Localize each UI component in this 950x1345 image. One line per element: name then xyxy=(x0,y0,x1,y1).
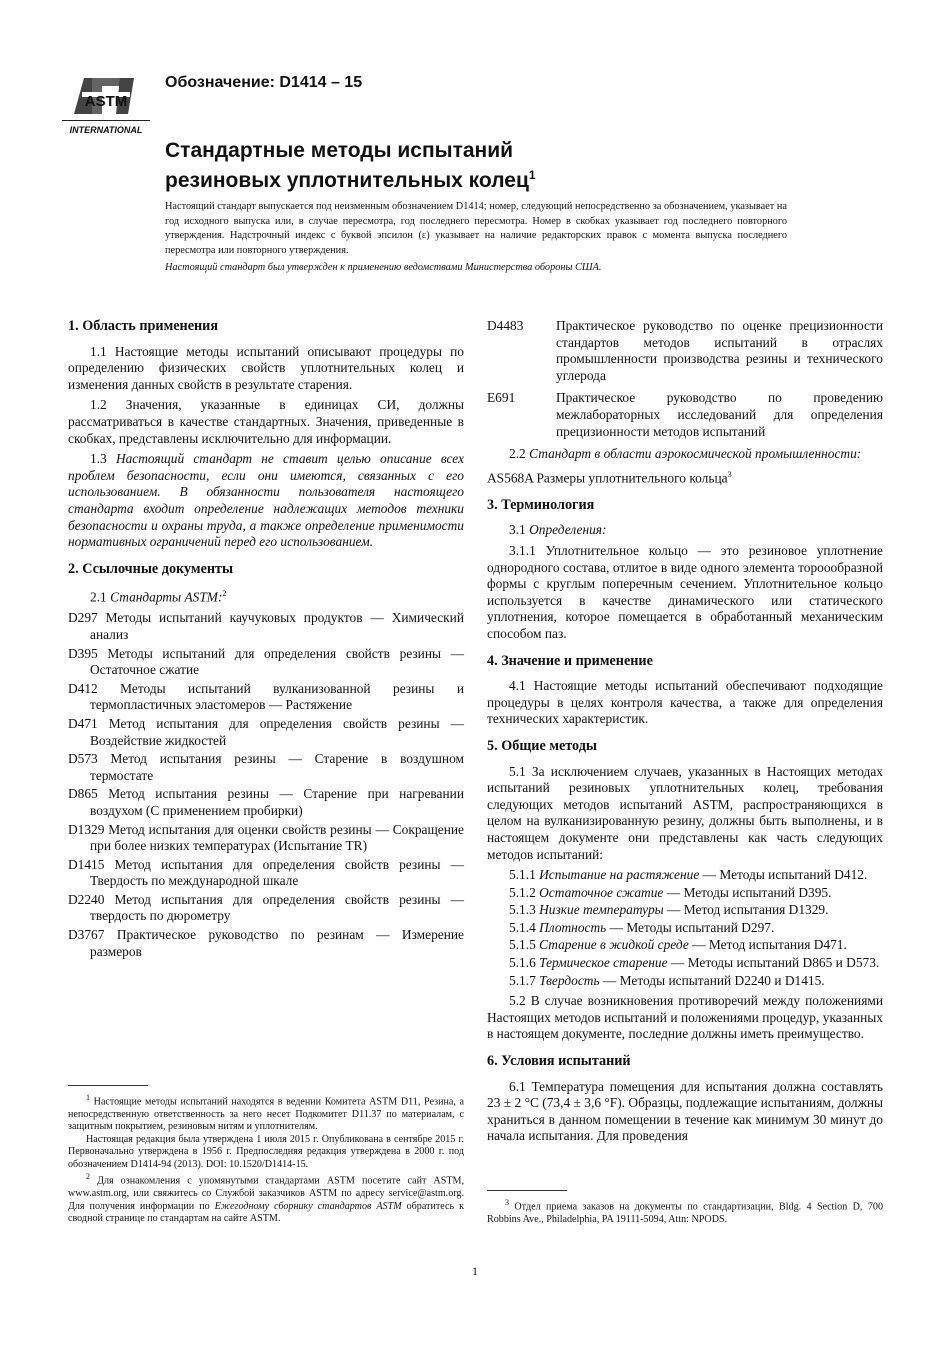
title-line-1: Стандартные методы испытаний xyxy=(165,139,514,162)
reference-item: D395 Методы испытаний для определения свойств резины — Остаточное сжатие xyxy=(68,645,464,678)
para-4-1: 4.1 Настоящие методы испытаний обеспечивают подходящие процедуры в целях контроля качества, а также для определения технических характеристик. xyxy=(487,678,883,727)
document-title xyxy=(165,138,765,193)
reference-item: D3767 Практическое руководство по резинам — Измерение размеров xyxy=(68,927,464,959)
para-1-3: 1.3 Настоящий стандарт не ставит целью описание всех проблем безопасности, если они имеются, связанных с его использованием. В обязанности пользователя настоящего стандарта входит определение надлежащих методов техники безопасности и охраны труда, а также определение применимости нормативных ограничений перед его использованием. xyxy=(68,451,464,550)
designation: Обозначение: D1414 – 15 xyxy=(165,74,363,91)
para-5-1: 5.1 За исключением случаев, указанных в Настоящих методах испытаний резиновых уплотнительных колец, требования следующих методов испытаний ASTM, распространяющихся в целом на вулканизированную резину, должны быть выполнены, и в настоящем документе они представлены как часть следующих методов испытаний: xyxy=(487,763,883,862)
right-column xyxy=(487,318,883,1149)
para-1-1: 1.1 Настоящие методы испытаний описывают процедуры по определению физических свойств уплотнительных колец и изменения данных свойств в результате старения. xyxy=(68,343,464,392)
reference-item: D573 Метод испытания резины — Старение в воздушном термостате xyxy=(68,751,464,783)
para-2-1: 2.1 Стандарты ASTM:$^2$ xyxy=(90,589,227,605)
left-column xyxy=(68,318,464,962)
list-item: 5.1.6 Термическое старение — Методы испытаний D865 и D573. xyxy=(509,955,880,971)
reference-item: D471 Метод испытания для определения свойств резины — Воздействие жидкостей xyxy=(68,715,464,748)
section-2-heading: 2. Ссылочные документы xyxy=(68,560,234,577)
reference-item-e691: E691 Практическое руководство по проведению межлабораторных исследований для определения прецизионности методов испытаний xyxy=(487,390,883,439)
para-3-1-1: 3.1.1 Уплотнительное кольцо — это резиновое уплотнение однородного состава, отлитое в виде одного элемента тороообразной формы с круглым поперечным сечением. Уплотнительное кольцо используется в качестве динамического или статического уплотнения, которое помещается в обработанный механическим способом паз. xyxy=(487,543,883,641)
reference-list xyxy=(68,610,464,960)
section-5-heading: 5. Общие методы xyxy=(487,737,597,754)
list-item: 5.1.4 Плотность — Методы испытаний D297. xyxy=(509,919,775,935)
section-6-heading: 6. Условия испытаний xyxy=(487,1053,631,1070)
logo-subtext: INTERNATIONAL xyxy=(69,125,143,135)
footnote-1-continued: Настоящая редакция была утверждена 1 июля 2015 г. Опубликована в сентябре 2015 г. Первоначально утверждена в 1956 г. Предпоследняя редакция утверждена в 2000 г. под обозначением D1414-94 (2013). DOI: 10.1520/D1414-15. xyxy=(68,1133,464,1170)
reference-item: D2240 Метод испытания для определения свойств резины — твердость по дюрометру xyxy=(68,891,464,924)
para-5-2: 5.2 В случае возникновения противоречий между положениями Настоящих методов испытаний и положениями процедур, указанных в настоящем документе, последние должны иметь преимущество. xyxy=(487,993,883,1042)
approval-notice: Настоящий стандарт был утвержден к применению ведомствами Министерства обороны США. xyxy=(165,262,602,273)
reference-item: D1329 Метод испытания для оценки свойств резины — Сокращение при более низких температурах (Испытание TR) xyxy=(68,821,464,854)
section-3-heading: 3. Терминология xyxy=(487,496,595,513)
logo-text: ASTM xyxy=(84,93,128,110)
reference-as568a: AS568A Размеры уплотнительного кольца$^3$ xyxy=(487,469,732,486)
title-line-2: резиновых уплотнительных колец xyxy=(165,169,529,192)
list-item: 5.1.1 Испытание на растяжение — Методы испытаний D412. xyxy=(509,867,868,883)
page-number: 1 xyxy=(472,1264,478,1278)
list-item: 5.1.2 Остаточное сжатие — Методы испытаний D395. xyxy=(509,884,832,900)
footnote-rule xyxy=(487,1190,567,1191)
reference-item-d4483: D4483 Практическое руководство по оценке прецизионности стандартов методов испытаний в отраслях промышленности производства резины и технического углерода xyxy=(487,318,883,383)
reference-item: D297 Методы испытаний каучуковых продуктов — Химический анализ xyxy=(68,610,464,642)
para-6-1: 6.1 Температура помещения для испытания должна составлять 23 ± 2 °C (73,4 ± 3,6 °F). Образцы, подлежащие испытаниям, должны храниться в данном помещении в течение как минимум 30 минут до начала испытания. Для проведения xyxy=(487,1078,883,1144)
reference-item: D412 Методы испытаний вулканизованной резины и термопластичных эластомеров — Растяжение xyxy=(68,680,464,713)
footnote-1: $^1$ Настоящие методы испытаний находятся в ведении Комитета ASTM D11, Резина, а непосредственную ответственность за него несет Подкомитет D11.37 по материалам, с защитным покрытием, резиновым нитям и уплотнителям. xyxy=(68,1093,464,1133)
para-3-1: 3.1 Определения: xyxy=(509,522,607,538)
issuance-notice: Настоящий стандарт выпускается под неизменным обозначением D1414; номер, следующий непосредственно за обозначением, указывает на год исходного выпуска или, в случае пересмотра, год последнего пересмотра. Номер в скобках указывает год последнего повторного утверждения. Надстрочный индекс с буквой эпсилон (ε) указывает на наличие редакторских правок с момента выпуска последнего пересмотра или повторного утверждения. xyxy=(165,201,787,256)
footnotes-left xyxy=(68,1085,464,1226)
footnotes-right xyxy=(487,1190,883,1226)
list-item: 5.1.3 Низкие температуры — Метод испытания D1329. xyxy=(509,902,829,918)
list-item: 5.1.5 Старение в жидкой среде — Метод испытания D471. xyxy=(509,937,847,953)
section-4-heading: 4. Значение и применение xyxy=(487,652,653,669)
title-footnote-mark: 1 xyxy=(528,168,536,182)
footnote-rule xyxy=(68,1085,148,1086)
reference-item: D1415 Метод испытания для определения свойств резины — Твердость по международной шкале xyxy=(68,856,464,889)
reference-item: D865 Метод испытания резины — Старение при нагревании воздухом (С применением пробирки) xyxy=(68,786,464,818)
astm-logo xyxy=(62,70,150,140)
list-item: 5.1.7 Твердость — Методы испытаний D2240 и D1415. xyxy=(509,972,825,988)
section-1-heading: 1. Область применения xyxy=(68,318,219,334)
para-2-2: 2.2 Стандарт в области аэрокосмической промышленности: xyxy=(509,446,862,462)
footnote-2: $^2$ Для ознакомления с упомянутыми стандартами ASTM посетите сайт ASTM, www.astm.org, или свяжитесь со Службой заказчиков ASTM по адресу service@astm.org. Для получения информации по Ежегодному сборнику стандартов ASTM обратитесь к сводной странице по стандартам на сайте ASTM. xyxy=(68,1172,465,1225)
para-1-2: 1.2 Значения, указанные в единицах СИ, должны рассматриваться в качестве стандартных. Значения, приведенные в скобках, представлены исключительно для информации. xyxy=(68,397,464,446)
footnote-3: $^3$ Отдел приема заказов на документы по стандартизации, Bldg. 4 Section D, 700 Robbins Ave., Philadelphia, PA 19111-5094, Attn: NPODS. xyxy=(487,1198,883,1225)
